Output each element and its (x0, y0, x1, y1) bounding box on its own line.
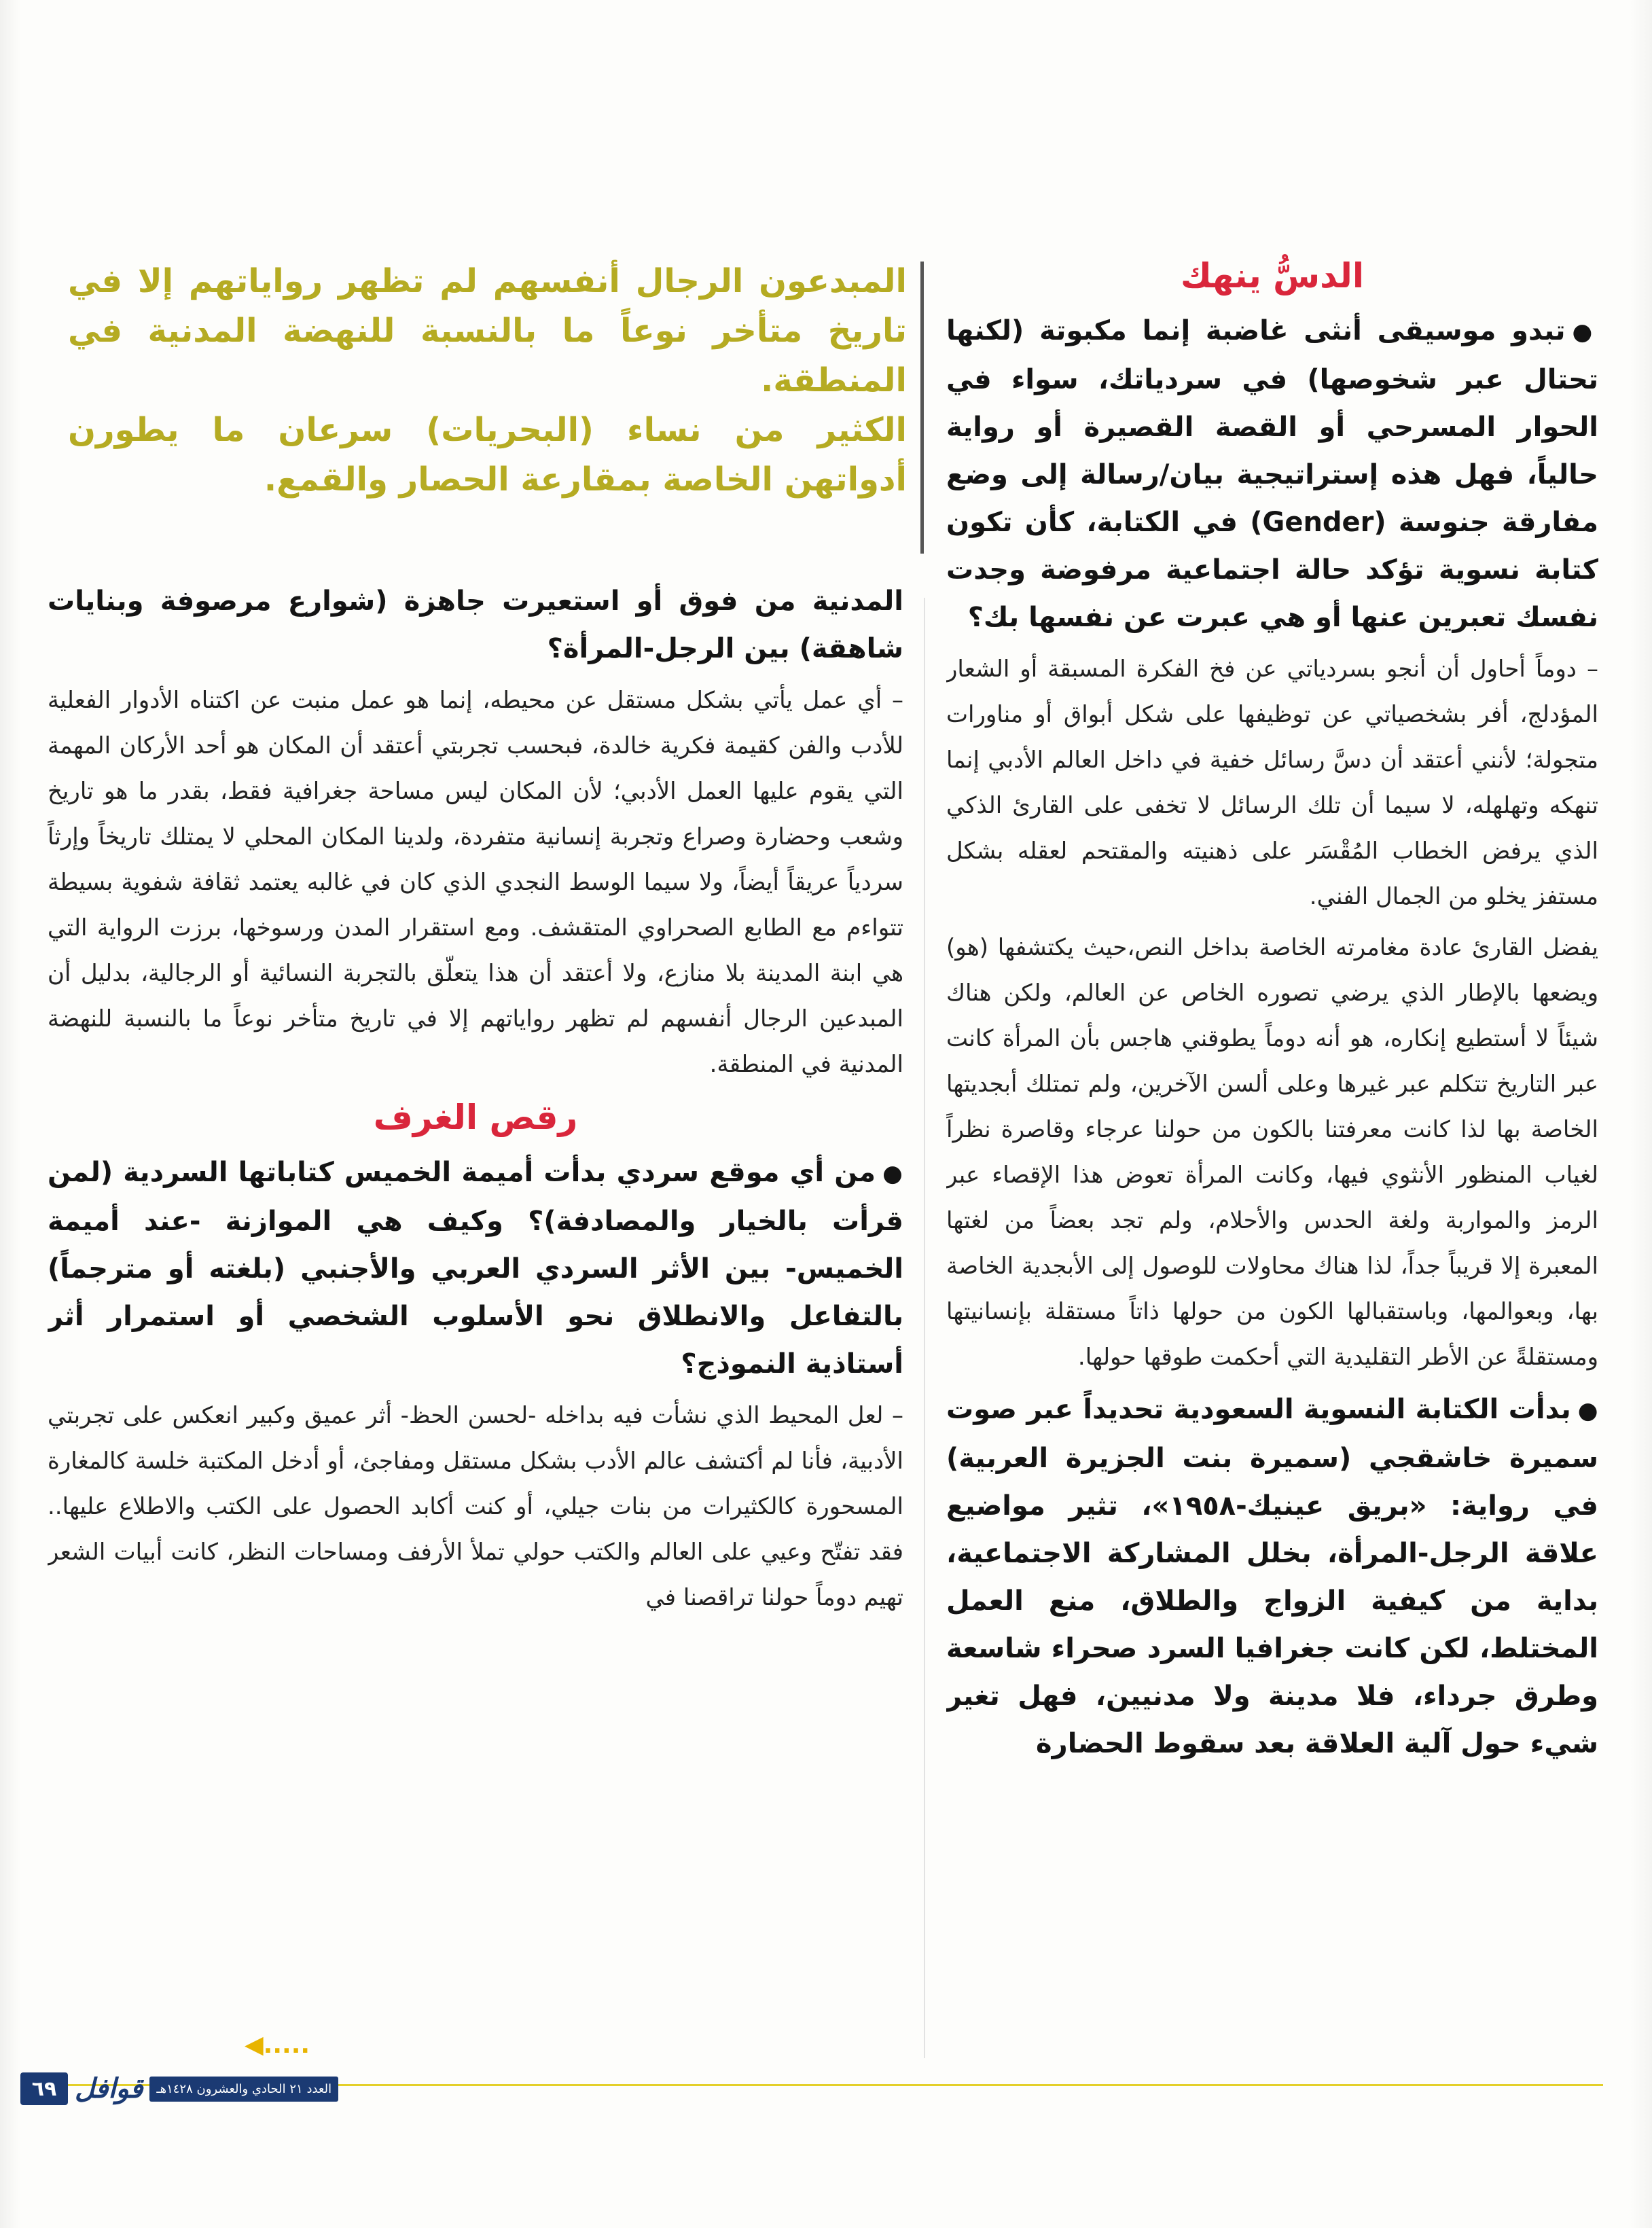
section-title: رقص الغرف (373, 1098, 578, 1137)
answer-paragraph: يفضل القارئ عادة مغامرته الخاصة بداخل النص،حيث يكتشفها (هو) ويضعها بالإطار الذي يرضي تصوره الخاص عن العالم، ولكن هناك شيئاً لا أستطيع إنكاره، هو أنه دوماً يطوقني هاجس بأن المرأة كانت عبر التاريخ تتكلم عبر غيرها وعلى ألسن الآخرين، ولم تمتلك أبجديتها الخاصة بها لذا كانت معرفتنا بالكون من حولنا عرجاء وقاصرة نظراً لغياب المنظور الأنثوي فيها، وكانت المرأة تعوض هذا الإقصاء عبر الرمز والمواربة ولغة الحدس والأحلام، ولم تجد بعضاً من لغتها المعبرة إلا قريباً جداً، لذا هناك محاولات للوصول إلى الأبجدية الخاصة بها، وبعوالمها، وباستقبالها الكون من حولها ذاتاً مستقلة بإنسانيتها ومستقلةً عن الأطر التقليدية التي أحكمت طوقها حولها. (946, 934, 1598, 1371)
footer (20, 2068, 360, 2109)
continue-arrow-icon: ◀..... (245, 2031, 310, 2059)
question-text: تبدو موسيقى أنثى غاضبة إنما مكبوتة (لكنها تحتال عبر شخوصها) في سردياتك، سواء في الحوار المسرحي أو القصة القصيرة أو رواية حالياً، فهل هذه إستراتيجية بيان/رسالة إلى وضع مفارقة جنوسة (Gender) في الكتابة، كأن تكون كتابة نسوية تؤكد حالة اجتماعية مرفوضة وجدت نفسك تعبرين عنها أو هي عبرت عن نفسها بك؟ (946, 315, 1598, 633)
pull-quote-line: الكثير من نساء (البحريات) سرعان ما يطورن أدواتهن الخاصة بمقارعة الحصار والقمع. (68, 411, 907, 499)
right-column (946, 251, 1598, 2065)
issue-info: العدد ٢١ الحادي والعشرون ١٤٢٨هـ (149, 2077, 338, 2102)
pull-quote-line: المبدعون الرجال أنفسهم لم تظهر رواياتهم إلا في تاريخ متأخر نوعاً ما بالنسبة للنهضة المدنية في المنطقة. (68, 262, 907, 399)
magazine-logo: قوافل (75, 2073, 143, 2104)
bullet-icon: ● (1577, 1397, 1598, 1424)
bullet-icon: ● (1572, 319, 1598, 346)
question-text: بدأت الكتابة النسوية السعودية تحديداً عبر صوت سميرة خاشقجي (سميرة بنت الجزيرة العربية) في رواية: «بريق عينيك-١٩٥٨»، تثير مواضيع علاقة الرجل-المرأة، بخلل المشاركة الاجتماعية، بداية من كيفية الزواج والطلاق، منع العمل المختلط، لكن كانت جغرافيا السرد صحراء شاسعة وطرق جرداء، فلا مدينة ولا مدنيين، فهل تغير شيء حول آلية العلاقة بعد سقوط الحضارة (946, 1394, 1598, 1759)
question (946, 1386, 1598, 1767)
pull-quote-rule (920, 262, 924, 554)
bullet-icon: ● (882, 1160, 903, 1187)
answer-paragraph: – أي عمل يأتي بشكل مستقل عن محيطه، إنما هو عمل منبت عن اكتناه الأدوار الفعلية للأدب والفن كقيمة فكرية خالدة، فبحسب تجربتي أعتقد أن المكان هو أحد الأركان المهمة التي يقوم عليها العمل الأدبي؛ لأن المكان ليس مساحة جغرافية فقط، بقدر ما هو تاريخ وشعب وحضارة وصراع وتجربة إنسانية متفردة، ولدينا المكان المحلي لا يمتلك تاريخاً وإرثاً سردياً عريقاً أيضاً، ولا سيما الوسط النجدي الذي كان في غالبه يعتمد ثقافة شفوية بسيطة تتواءم مع الطابع الصحراوي المتقشف. ومع استقرار المدن ورسوخها، برزت الرواية التي هي ابنة المدينة بلا منازع، ولا أعتقد أن هذا يتعلّق بالتجربة النسائية أو الرجالية، بدليل أن المبدعين الرجال أنفسهم لم تظهر رواياتهم إلا في تاريخ متأخر نوعاً ما بالنسبة للنهضة المدنية في المنطقة. (48, 687, 903, 1078)
answer-paragraph: – دوماً أحاول أن أنجو بسردياتي عن فخ الفكرة المسبقة أو الشعار المؤدلج، أفر بشخصياتي عن توظيفها على شكل أبواق أو مناورات متجولة؛ لأنني أعتقد أن دسَّ رسائل خفية في داخل العالم الأدبي إنما تنهكه وتهلهله، لا سيما أن تلك الرسائل لا تخفى على القارئ الذكي الذي يرفض الخطاب المُقْسَر على ذهنيته والمقتحم لعقله بشكل مستفز يخلو من الجمال الفني. (946, 655, 1598, 910)
question-text: من أي موقع سردي بدأت أميمة الخميس كتاباتها السردية (لمن قرأت بالخيار والمصادفة)؟ وكيف هي الموازنة -عند أميمة الخميس- بين الأثر السردي العربي والأجنبي (بلغته أو مترجماً) بالتفاعل والانطلاق نحو الأسلوب الشخصي أو استمرار أثر أستاذية النموذج؟ (48, 1157, 903, 1380)
pull-quote (68, 257, 907, 556)
question-continued: المدنية من فوق أو استعيرت جاهزة (شوارع مرصوفة وبنايات شاهقة) بين الرجل-المرأة؟ (48, 586, 903, 664)
question (48, 1149, 903, 1388)
section-title: الدسُّ ينهك (1181, 256, 1364, 295)
question (946, 307, 1598, 641)
page-number: ٦٩ (20, 2072, 68, 2105)
column-divider (924, 598, 925, 2058)
left-column (48, 577, 903, 2065)
answer-paragraph: – لعل المحيط الذي نشأت فيه بداخله -لحسن الحظ- أثر عميق وكبير انعكس على تجربتي الأدبية، فأنا لم أكتشف عالم الأدب بشكل مستقل ومفاجئ، أو أدخل المكتبة خلسة كالمغارة المسحورة كالكثيرات من بنات جيلي، أو كنت أكابد الحصول على الكتب والاطلاع عليها.. فقد تفتّح وعيي على العالم والكتب حولي تملأ الأرفف ومساحات النظر، كانت أبيات الشعر تهيم دوماً حولنا تراقصنا في (48, 1402, 903, 1611)
